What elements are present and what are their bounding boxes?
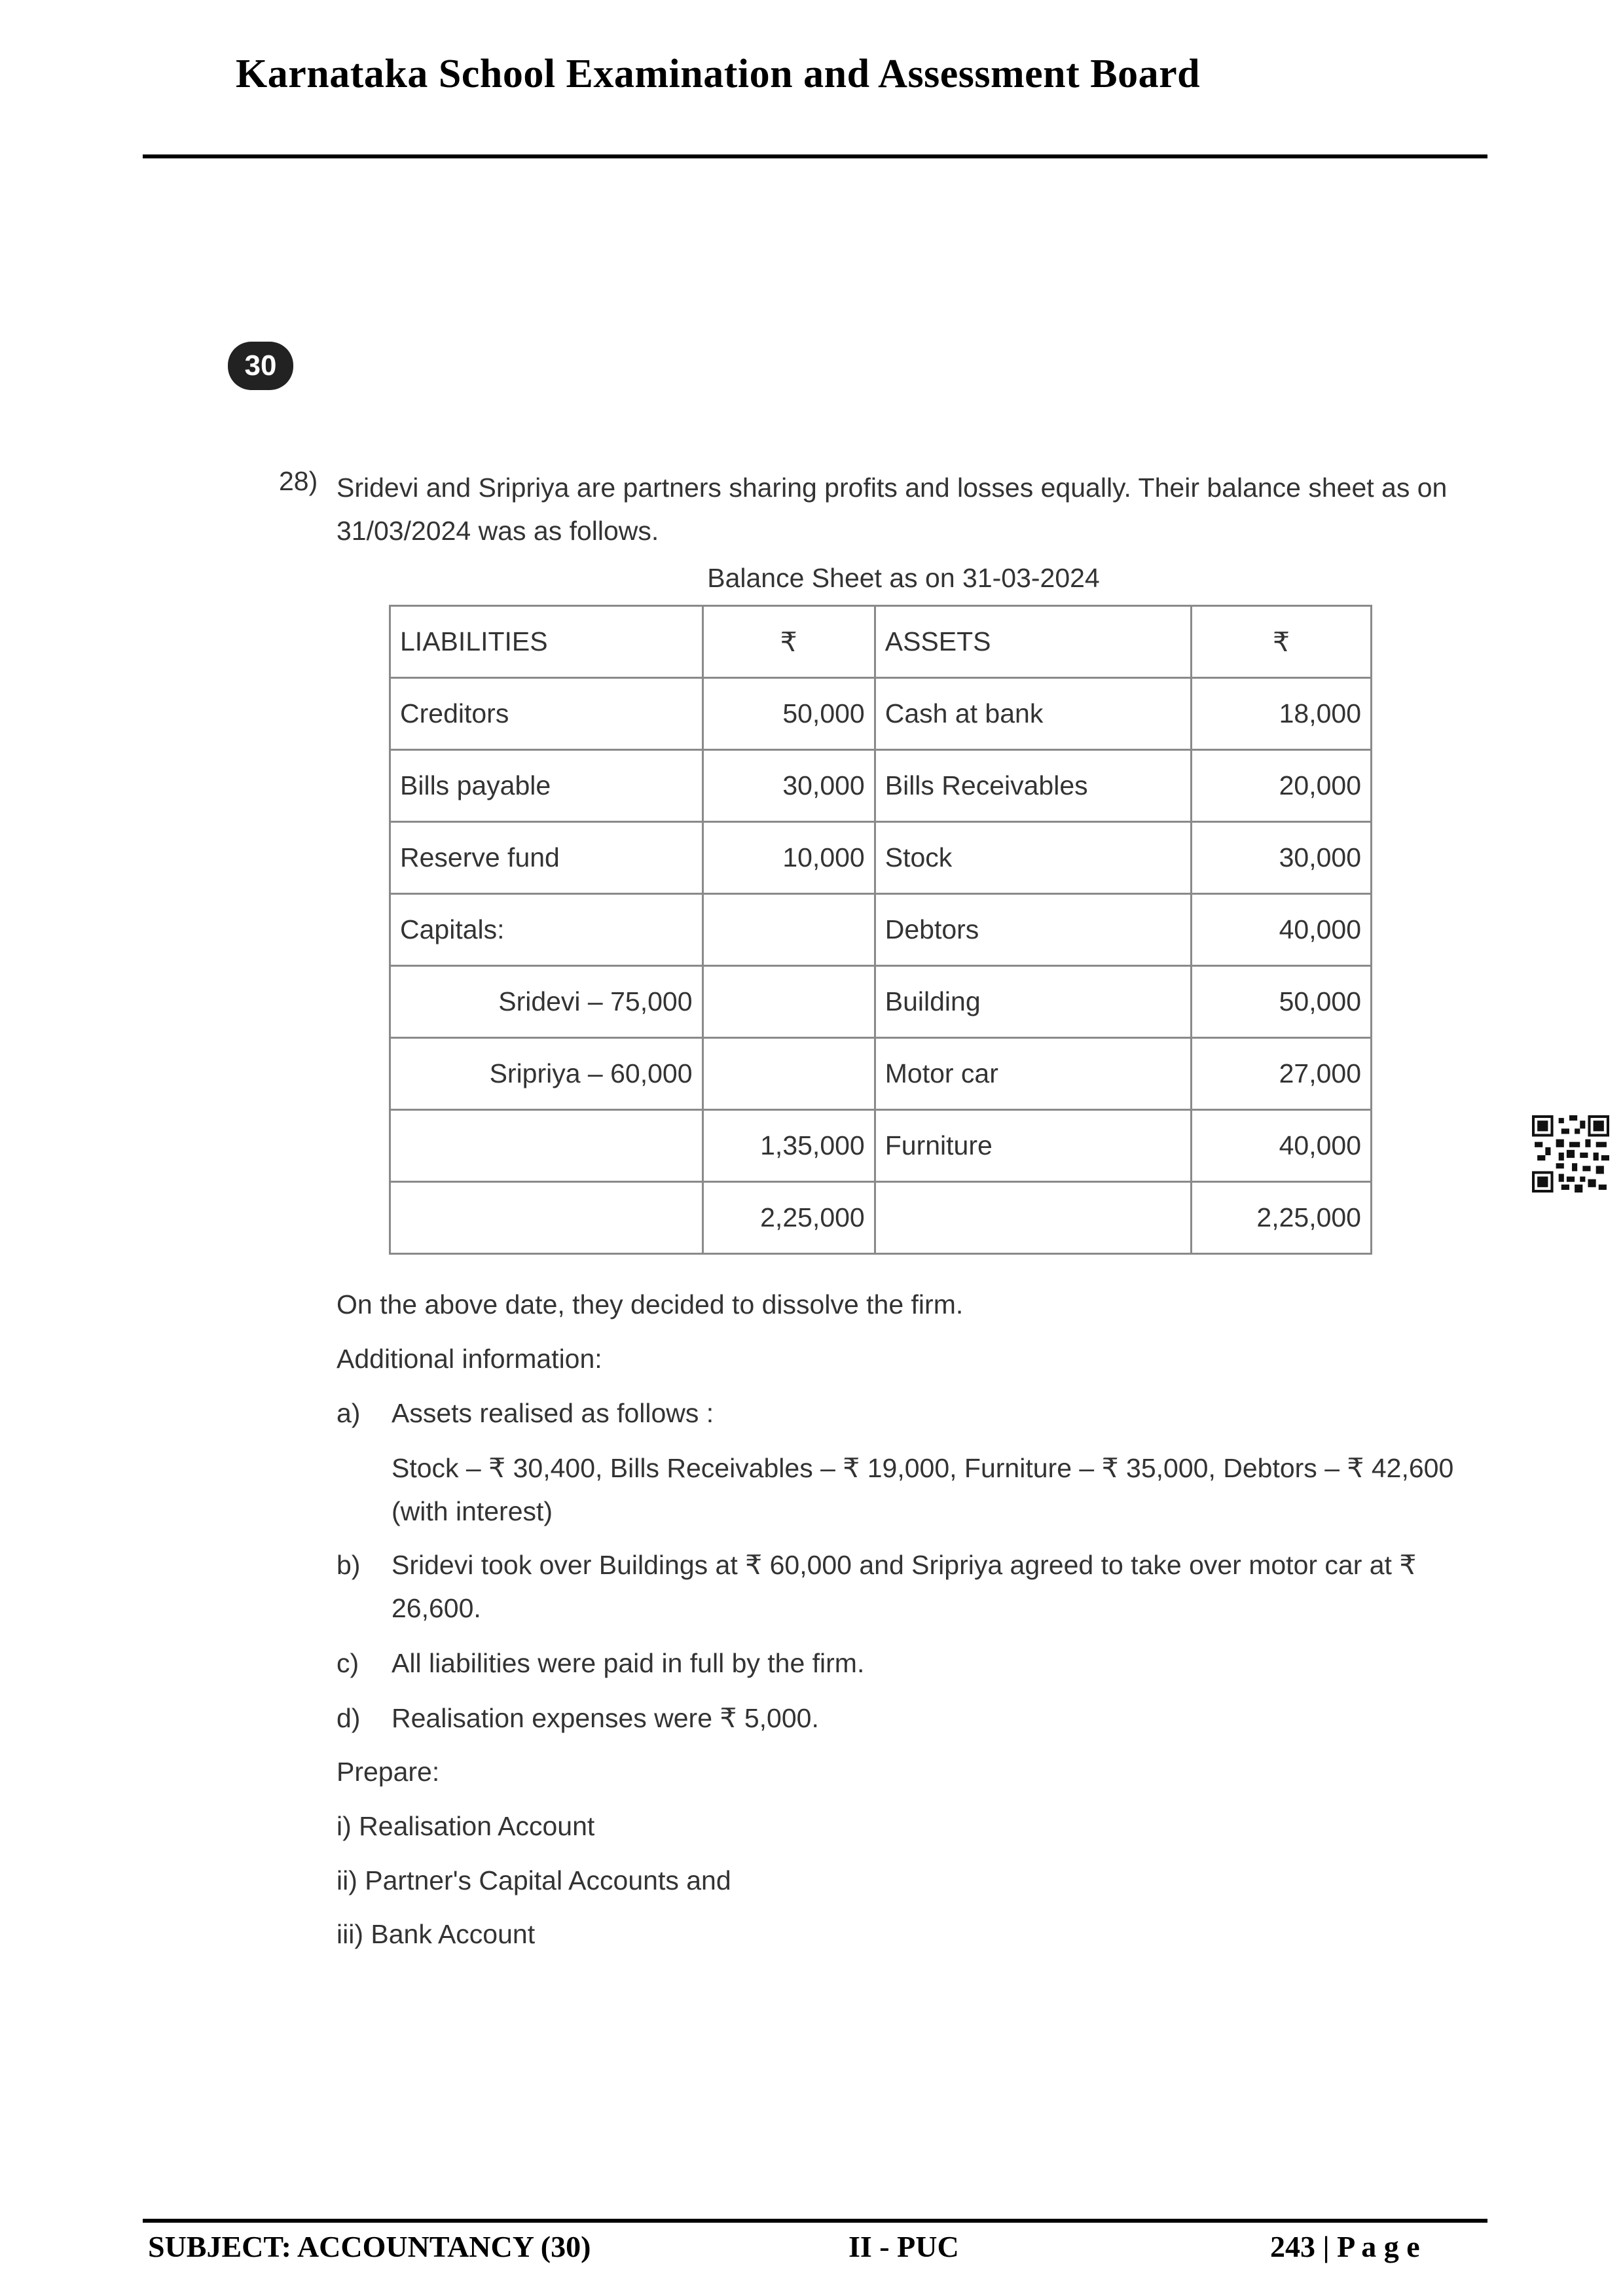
liability-amount: 50,000 (702, 678, 875, 750)
asset-amount: 18,000 (1192, 678, 1372, 750)
asset-name: Cash at bank (875, 678, 1191, 750)
prepare-item: iii) Bank Account (337, 1919, 536, 1949)
prepare-heading: Prepare: (337, 1757, 440, 1787)
header-assets-amount: ₹ (1192, 606, 1372, 678)
item-label-a: a) (337, 1398, 361, 1428)
header-divider (143, 154, 1487, 158)
asset-amount: 20,000 (1192, 750, 1372, 822)
dissolve-statement: On the above date, they decided to dissolve the firm. (337, 1289, 964, 1319)
subject-code-badge: 30 (228, 342, 293, 390)
page-header-title: Karnataka School Examination and Assessment Board (236, 52, 1201, 96)
table-header-row (390, 606, 1372, 678)
liability-name (390, 1110, 703, 1182)
item-d-text: Realisation expenses were ₹ 5,000. (392, 1703, 819, 1733)
table-row (390, 678, 1372, 750)
footer-subject: SUBJECT: ACCOUNTANCY (30) (148, 2230, 591, 2263)
asset-name: Motor car (875, 1038, 1191, 1110)
asset-name (875, 1182, 1191, 1254)
liability-name: Sripriya – 60,000 (390, 1038, 703, 1110)
asset-name: Furniture (875, 1110, 1191, 1182)
asset-name: Stock (875, 822, 1191, 894)
liability-name: Sridevi – 75,000 (390, 966, 703, 1038)
liability-name: Reserve fund (390, 822, 703, 894)
liability-total: 2,25,000 (702, 1182, 875, 1254)
header-liabilities: LIABILITIES (390, 606, 703, 678)
footer-page-number: 243 | P a g e (1270, 2230, 1420, 2263)
asset-amount: 27,000 (1192, 1038, 1372, 1110)
liability-name (390, 1182, 703, 1254)
qr-code-icon (1532, 1115, 1609, 1193)
table-total-row (390, 1182, 1372, 1254)
liability-name: Creditors (390, 678, 703, 750)
liability-amount (702, 966, 875, 1038)
liability-name: Bills payable (390, 750, 703, 822)
liability-amount (702, 1038, 875, 1110)
table-row (390, 822, 1372, 894)
asset-amount: 40,000 (1192, 894, 1372, 966)
item-label-d: d) (337, 1703, 361, 1733)
table-row (390, 1038, 1372, 1110)
footer-class: II - PUC (848, 2230, 959, 2263)
liability-amount: 10,000 (702, 822, 875, 894)
header-assets: ASSETS (875, 606, 1191, 678)
table-row (390, 894, 1372, 966)
prepare-item: ii) Partner's Capital Accounts and (337, 1865, 731, 1895)
item-a-text: Assets realised as follows : (392, 1398, 714, 1428)
item-label-b: b) (337, 1550, 361, 1580)
asset-amount: 30,000 (1192, 822, 1372, 894)
asset-name: Bills Receivables (875, 750, 1191, 822)
footer-divider (143, 2219, 1487, 2223)
additional-info-heading: Additional information: (337, 1344, 602, 1374)
item-label-c: c) (337, 1648, 359, 1678)
asset-name: Debtors (875, 894, 1191, 966)
asset-amount: 50,000 (1192, 966, 1372, 1038)
table-row (390, 966, 1372, 1038)
question-text: Sridevi and Sripriya are partners sharing profits and losses equally. Their balance sheet as on 31/03/2024 was as follows. (337, 473, 1448, 546)
liability-amount: 1,35,000 (702, 1110, 875, 1182)
asset-amount: 40,000 (1192, 1110, 1372, 1182)
header-liabilities-amount: ₹ (702, 606, 875, 678)
balance-sheet-table (389, 605, 1372, 1255)
item-a-details: Stock – ₹ 30,400, Bills Receivables – ₹ 19,000, Furniture – ₹ 35,000, Debtors – ₹ 42,600 (with interest) (392, 1453, 1454, 1526)
balance-sheet-title: Balance Sheet as on 31-03-2024 (707, 563, 1100, 593)
table-row (390, 750, 1372, 822)
asset-total: 2,25,000 (1192, 1182, 1372, 1254)
asset-name: Building (875, 966, 1191, 1038)
item-b-text: Sridevi took over Buildings at ₹ 60,000 and Sripriya agreed to take over motor car at ₹ 26,600. (392, 1550, 1417, 1623)
liability-name: Capitals: (390, 894, 703, 966)
liability-amount: 30,000 (702, 750, 875, 822)
table-row (390, 1110, 1372, 1182)
question-number: 28) (279, 466, 318, 496)
prepare-item: i) Realisation Account (337, 1811, 595, 1841)
item-c-text: All liabilities were paid in full by the firm. (392, 1648, 865, 1678)
liability-amount (702, 894, 875, 966)
